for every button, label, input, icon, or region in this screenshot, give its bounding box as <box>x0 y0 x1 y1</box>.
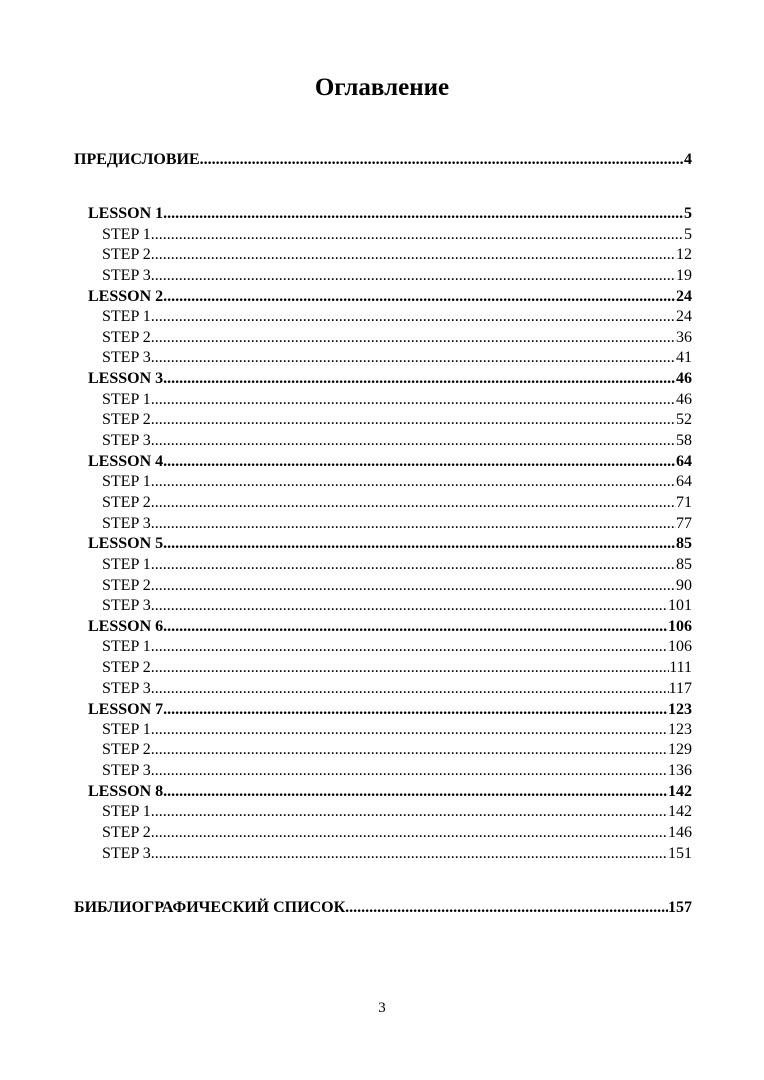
toc-entry-label: STEP 2 <box>102 741 151 758</box>
toc-dot-leader <box>151 576 676 596</box>
toc-entry-label: STEP 1 <box>102 556 151 573</box>
toc-entry-label: STEP 1 <box>102 473 151 490</box>
toc-entry-page: 123 <box>668 721 692 738</box>
toc-entry-label: LESSON 5 <box>88 535 164 552</box>
toc-entry-lesson-7-step-3[interactable] <box>102 761 692 781</box>
toc-dot-leader <box>151 307 676 327</box>
toc-dot-leader <box>151 802 668 822</box>
toc-entry-label: STEP 3 <box>102 762 151 779</box>
toc-dot-leader <box>151 637 668 657</box>
toc-entry-page: 111 <box>669 659 692 676</box>
toc-entry-label: STEP 2 <box>102 494 151 511</box>
toc-dot-leader <box>163 700 668 720</box>
toc-dot-leader <box>151 658 669 678</box>
toc-entry-lesson-5-step-2[interactable] <box>102 576 692 596</box>
toc-entry-lesson-3-step-1[interactable] <box>102 390 692 410</box>
toc-entry-label: STEP 3 <box>102 597 151 614</box>
toc-entry-page: 85 <box>676 556 692 573</box>
toc-dot-leader <box>151 761 668 781</box>
toc-entry-page: 58 <box>676 432 692 449</box>
toc-entry-page: 5 <box>684 205 692 222</box>
toc-dot-leader <box>163 287 676 307</box>
toc-entry-page: 142 <box>668 803 692 820</box>
toc-entry-lesson-3[interactable] <box>88 369 692 389</box>
toc-entry-page: 5 <box>684 226 692 243</box>
toc-dot-leader <box>151 555 676 575</box>
toc-dot-leader <box>200 150 684 170</box>
toc-dot-leader <box>151 410 676 430</box>
toc-entry-page: 24 <box>676 308 692 325</box>
toc-entry-label: LESSON 7 <box>88 701 164 718</box>
toc-dot-leader <box>163 782 668 802</box>
toc-entry-label: STEP 2 <box>102 824 151 841</box>
toc-entry-lesson-2-step-2[interactable] <box>102 328 692 348</box>
toc-dot-leader <box>151 740 668 760</box>
toc-entry-page: 123 <box>668 701 692 718</box>
toc-entry-label: STEP 3 <box>102 349 151 366</box>
toc-entry-page: 90 <box>676 577 692 594</box>
toc-entry-page: 117 <box>668 680 692 697</box>
toc-entry-bibliography[interactable] <box>74 898 692 918</box>
toc-entry-label: ПРЕДИСЛОВИЕ <box>74 151 200 168</box>
toc-entry-lesson-3-step-3[interactable] <box>102 431 692 451</box>
toc-entry-lesson-5[interactable] <box>88 534 692 554</box>
toc-entry-label: STEP 1 <box>102 721 151 738</box>
toc-entry-label: STEP 2 <box>102 411 151 428</box>
toc-dot-leader <box>163 534 676 554</box>
toc-entry-page: 64 <box>676 453 692 470</box>
toc-entry-label: STEP 1 <box>102 803 151 820</box>
toc-entry-lesson-6-step-3[interactable] <box>102 679 692 699</box>
toc-entry-label: STEP 3 <box>102 515 151 532</box>
toc-entry-lesson-2[interactable] <box>88 287 692 307</box>
toc-entry-lesson-5-step-1[interactable] <box>102 555 692 575</box>
toc-entry-lesson-1-step-3[interactable] <box>102 266 692 286</box>
toc-entry-lesson-7-step-2[interactable] <box>102 740 692 760</box>
toc-entry-lesson-4-step-3[interactable] <box>102 514 692 534</box>
toc-entry-page: 146 <box>668 824 692 841</box>
toc-dot-leader <box>163 617 668 637</box>
toc-entry-lesson-6-step-2[interactable] <box>102 658 692 678</box>
toc-entry-label: STEP 1 <box>102 226 151 243</box>
toc-entry-page: 64 <box>676 473 692 490</box>
toc-entry-page: 106 <box>668 638 692 655</box>
toc-entry-label: БИБЛИОГРАФИЧЕСКИЙ СПИСОК <box>74 899 346 916</box>
toc-entry-label: STEP 1 <box>102 391 151 408</box>
toc-entry-label: STEP 3 <box>102 267 151 284</box>
toc-entry-label: LESSON 8 <box>88 783 164 800</box>
toc-entry-label: STEP 3 <box>102 845 151 862</box>
toc-entry-label: STEP 3 <box>102 680 151 697</box>
toc-entry-lesson-8-step-3[interactable] <box>102 844 692 864</box>
toc-dot-leader <box>151 514 676 534</box>
toc-entry-label: LESSON 6 <box>88 618 164 635</box>
toc-entry-lesson-4-step-1[interactable] <box>102 472 692 492</box>
toc-entry-lesson-3-step-2[interactable] <box>102 410 692 430</box>
toc-dot-leader <box>151 679 669 699</box>
toc-dot-leader <box>151 328 676 348</box>
toc-entry-label: LESSON 2 <box>88 288 164 305</box>
toc-entry-page: 77 <box>676 515 692 532</box>
toc-entry-page: 129 <box>668 741 692 758</box>
toc-dot-leader <box>151 472 676 492</box>
toc-entry-page: 24 <box>676 288 692 305</box>
page-number: 3 <box>378 1000 386 1016</box>
toc-entry-page: 46 <box>676 391 692 408</box>
toc-entry-page: 85 <box>676 535 692 552</box>
toc-entry-lesson-1-step-1[interactable] <box>102 225 692 245</box>
toc-dot-leader <box>151 596 668 616</box>
toc-entry-lesson-6-step-1[interactable] <box>102 637 692 657</box>
toc-entry-label: LESSON 1 <box>88 205 164 222</box>
toc-entry-page: 136 <box>668 762 692 779</box>
toc-entry-lesson-2-step-3[interactable] <box>102 348 692 368</box>
toc-dot-leader <box>151 720 668 740</box>
toc-entry-lesson-8-step-1[interactable] <box>102 802 692 822</box>
toc-dot-leader <box>151 348 676 368</box>
toc-dot-leader <box>151 390 676 410</box>
toc-entry-preface[interactable] <box>74 150 692 170</box>
toc-entry-page: 52 <box>676 411 692 428</box>
toc-entry-lesson-8-step-2[interactable] <box>102 823 692 843</box>
toc-dot-leader <box>151 431 676 451</box>
toc-entry-lesson-1-step-2[interactable] <box>102 245 692 265</box>
toc-entry-label: STEP 2 <box>102 659 151 676</box>
toc-entry-label: LESSON 3 <box>88 370 164 387</box>
toc-entry-page: 36 <box>676 329 692 346</box>
toc-entry-label: STEP 2 <box>102 329 151 346</box>
toc-entry-label: STEP 1 <box>102 638 151 655</box>
toc-entry-lesson-4[interactable] <box>88 452 692 472</box>
toc-entry-label: STEP 2 <box>102 246 151 263</box>
toc-entry-lesson-7-step-1[interactable] <box>102 720 692 740</box>
toc-entry-lesson-5-step-3[interactable] <box>102 596 692 616</box>
toc-entry-page: 106 <box>668 618 692 635</box>
toc-dot-leader <box>163 204 684 224</box>
toc-entry-page: 142 <box>668 783 692 800</box>
toc-entry-label: STEP 1 <box>102 308 151 325</box>
toc-entry-page: 157 <box>668 899 692 916</box>
toc-dot-leader <box>151 493 676 513</box>
toc-dot-leader <box>151 225 684 245</box>
toc-entry-page: 41 <box>676 349 692 366</box>
toc-entry-page: 101 <box>668 597 692 614</box>
toc-entry-page: 71 <box>676 494 692 511</box>
toc-entry-page: 46 <box>676 370 692 387</box>
toc-entry-page: 12 <box>676 246 692 263</box>
toc-entry-lesson-7[interactable] <box>88 700 692 720</box>
toc-entry-label: STEP 2 <box>102 577 151 594</box>
toc-dot-leader <box>151 844 668 864</box>
toc-entry-lesson-4-step-2[interactable] <box>102 493 692 513</box>
toc-entry-page: 19 <box>676 267 692 284</box>
toc-dot-leader <box>151 266 676 286</box>
toc-dot-leader <box>151 823 668 843</box>
toc-entry-label: LESSON 4 <box>88 453 164 470</box>
toc-entry-lesson-2-step-1[interactable] <box>102 307 692 327</box>
toc-entry-lesson-1[interactable] <box>88 204 692 224</box>
toc-dot-leader <box>345 898 668 918</box>
toc-dot-leader <box>151 245 676 265</box>
page-title: Оглавление <box>314 74 450 101</box>
toc-entry-label: STEP 3 <box>102 432 151 449</box>
toc-dot-leader <box>163 452 676 472</box>
toc-entry-page: 151 <box>668 845 692 862</box>
toc-entry-page: 4 <box>684 151 692 168</box>
toc-entry-lesson-8[interactable] <box>88 782 692 802</box>
toc-dot-leader <box>163 369 676 389</box>
toc-entry-lesson-6[interactable] <box>88 617 692 637</box>
